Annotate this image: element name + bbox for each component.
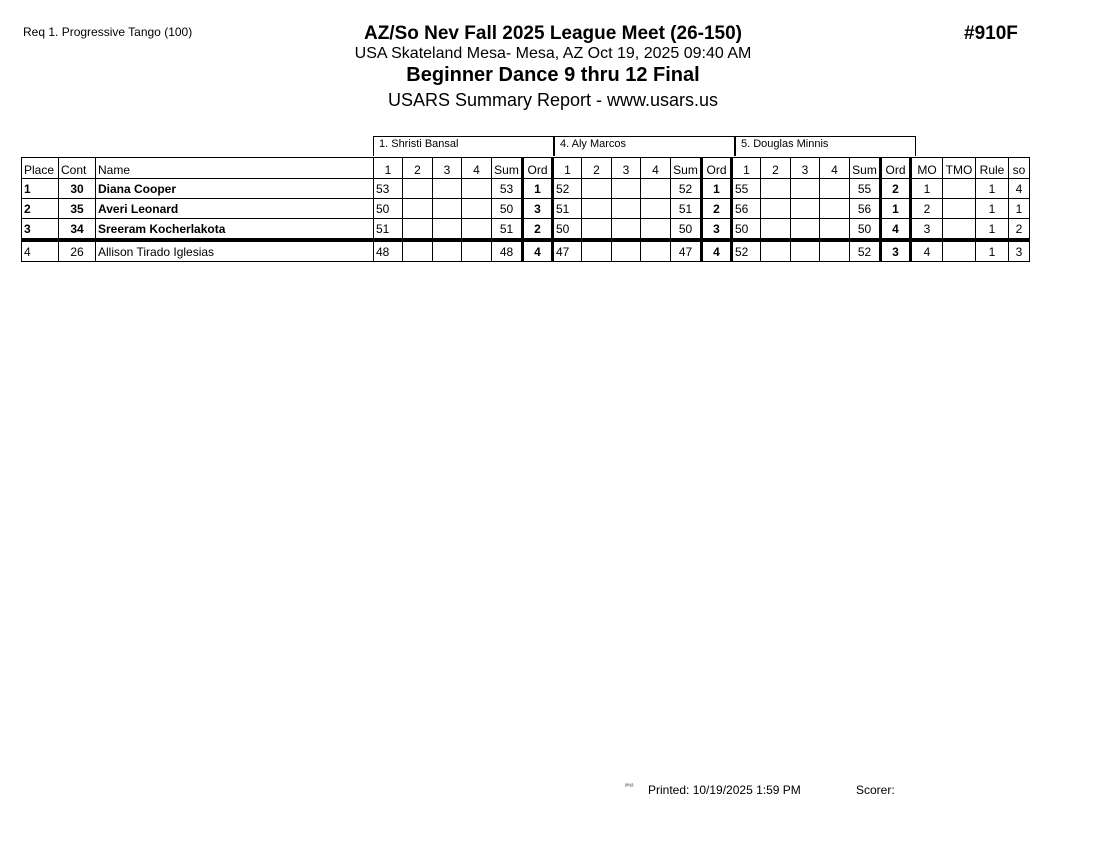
score-1-cell: 51 (553, 199, 582, 219)
meet-location-date: USA Skateland Mesa- Mesa, AZ Oct 19, 2025 09:40 AM (354, 45, 752, 62)
col-place: Place (22, 158, 59, 179)
score-3-cell (612, 199, 641, 219)
skater-name-cell: Diana Cooper (96, 179, 374, 199)
rule-cell: 1 (976, 199, 1009, 219)
skater-name-cell: Allison Tirado Iglesias (96, 240, 374, 262)
requirement-label: Req 1. Progressive Tango (100) (23, 25, 193, 39)
sum-cell: 50 (492, 199, 523, 219)
skater-name-cell: Averi Leonard (96, 199, 374, 219)
score-4-cell (462, 219, 492, 241)
col-j2-ord: Ord (702, 158, 732, 179)
mo-cell: 3 (911, 219, 943, 241)
score-3-cell (791, 179, 820, 199)
place-cell: 2 (22, 199, 59, 219)
so-cell: 1 (1009, 199, 1030, 219)
contestant-number-cell: 26 (59, 240, 96, 262)
score-1-cell: 56 (732, 199, 761, 219)
mo-cell: 1 (911, 179, 943, 199)
score-1-cell: 52 (553, 179, 582, 199)
score-4-cell (820, 179, 850, 199)
score-4-cell (641, 219, 671, 241)
score-3-cell (791, 199, 820, 219)
ordinal-cell: 1 (881, 199, 911, 219)
results-table (21, 157, 1030, 262)
score-2-cell (403, 219, 433, 241)
table-row (22, 240, 1030, 262)
score-2-cell (403, 179, 433, 199)
score-2-cell (761, 219, 791, 241)
ordinal-cell: 3 (523, 199, 553, 219)
score-2-cell (582, 219, 612, 241)
ordinal-cell: 2 (702, 199, 732, 219)
rule-cell: 1 (976, 219, 1009, 241)
score-4-cell (462, 240, 492, 262)
skater-name-cell: Sreeram Kocherlakota (96, 219, 374, 241)
score-1-cell: 52 (732, 240, 761, 262)
col-j1-s1: 1 (374, 158, 403, 179)
ordinal-cell: 2 (523, 219, 553, 241)
score-3-cell (433, 199, 462, 219)
so-cell: 3 (1009, 240, 1030, 262)
tmo-cell (943, 179, 976, 199)
col-j1-s3: 3 (433, 158, 462, 179)
score-3-cell (433, 219, 462, 241)
ordinal-cell: 1 (523, 179, 553, 199)
sum-cell: 51 (492, 219, 523, 241)
score-2-cell (761, 240, 791, 262)
footer-mark: ²⁰¹² (625, 784, 634, 790)
ordinal-cell: 4 (881, 219, 911, 241)
col-j3-s1: 1 (732, 158, 761, 179)
rule-cell: 1 (976, 240, 1009, 262)
score-1-cell: 50 (374, 199, 403, 219)
so-cell: 2 (1009, 219, 1030, 241)
score-4-cell (820, 199, 850, 219)
score-4-cell (641, 240, 671, 262)
col-tmo: TMO (943, 158, 976, 179)
score-2-cell (582, 240, 612, 262)
table-row (22, 179, 1030, 199)
col-j1-sum: Sum (492, 158, 523, 179)
col-j1-ord: Ord (523, 158, 553, 179)
division-title: Beginner Dance 9 thru 12 Final (406, 64, 700, 86)
score-1-cell: 47 (553, 240, 582, 262)
sum-cell: 52 (850, 240, 881, 262)
contestant-number-cell: 35 (59, 199, 96, 219)
col-j3-ord: Ord (881, 158, 911, 179)
score-3-cell (791, 219, 820, 241)
place-cell: 3 (22, 219, 59, 241)
col-j1-s2: 2 (403, 158, 433, 179)
score-1-cell: 53 (374, 179, 403, 199)
sum-cell: 47 (671, 240, 702, 262)
score-2-cell (403, 199, 433, 219)
ordinal-cell: 3 (881, 240, 911, 262)
col-j3-s2: 2 (761, 158, 791, 179)
scorer-label: Scorer: (856, 783, 895, 797)
judge-header-2: 4. Aly Marcos (554, 136, 735, 156)
score-1-cell: 50 (732, 219, 761, 241)
col-j3-s4: 4 (820, 158, 850, 179)
header-row (22, 158, 1030, 179)
score-3-cell (612, 240, 641, 262)
col-rule: Rule (976, 158, 1009, 179)
ordinal-cell: 2 (881, 179, 911, 199)
score-2-cell (582, 179, 612, 199)
ordinal-cell: 4 (523, 240, 553, 262)
place-cell: 1 (22, 179, 59, 199)
so-cell: 4 (1009, 179, 1030, 199)
score-3-cell (612, 219, 641, 241)
table-row (22, 219, 1030, 241)
report-title: USARS Summary Report - www.usars.us (387, 90, 719, 110)
score-2-cell (761, 179, 791, 199)
col-j2-sum: Sum (671, 158, 702, 179)
col-j2-s2: 2 (582, 158, 612, 179)
score-3-cell (433, 240, 462, 262)
contestant-number-cell: 30 (59, 179, 96, 199)
sum-cell: 55 (850, 179, 881, 199)
col-j3-s3: 3 (791, 158, 820, 179)
table-row (22, 199, 1030, 219)
score-4-cell (641, 179, 671, 199)
sum-cell: 52 (671, 179, 702, 199)
printed-timestamp: Printed: 10/19/2025 1:59 PM (648, 783, 801, 797)
sum-cell: 50 (850, 219, 881, 241)
col-j1-s4: 4 (462, 158, 492, 179)
ordinal-cell: 3 (702, 219, 732, 241)
ordinal-cell: 1 (702, 179, 732, 199)
col-j2-s1: 1 (553, 158, 582, 179)
sum-cell: 50 (671, 219, 702, 241)
col-j3-sum: Sum (850, 158, 881, 179)
tmo-cell (943, 240, 976, 262)
event-number: #910F (964, 23, 1018, 44)
col-mo: MO (911, 158, 943, 179)
score-1-cell: 50 (553, 219, 582, 241)
score-4-cell (462, 199, 492, 219)
sum-cell: 48 (492, 240, 523, 262)
mo-cell: 4 (911, 240, 943, 262)
meet-title: AZ/So Nev Fall 2025 League Meet (26-150) (363, 23, 743, 44)
col-cont: Cont (59, 158, 96, 179)
sum-cell: 53 (492, 179, 523, 199)
score-4-cell (462, 179, 492, 199)
score-4-cell (641, 199, 671, 219)
sum-cell: 51 (671, 199, 702, 219)
mo-cell: 2 (911, 199, 943, 219)
score-3-cell (612, 179, 641, 199)
ordinal-cell: 4 (702, 240, 732, 262)
col-so: so (1009, 158, 1030, 179)
score-1-cell: 55 (732, 179, 761, 199)
place-cell: 4 (22, 240, 59, 262)
col-j2-s3: 3 (612, 158, 641, 179)
score-2-cell (582, 199, 612, 219)
score-2-cell (761, 199, 791, 219)
contestant-number-cell: 34 (59, 219, 96, 241)
score-3-cell (433, 179, 462, 199)
tmo-cell (943, 199, 976, 219)
judge-header-3: 5. Douglas Minnis (735, 136, 916, 156)
score-3-cell (791, 240, 820, 262)
score-4-cell (820, 240, 850, 262)
score-1-cell: 48 (374, 240, 403, 262)
rule-cell: 1 (976, 179, 1009, 199)
judge-header-1: 1. Shristi Bansal (373, 136, 554, 156)
col-name: Name (96, 158, 374, 179)
col-j2-s4: 4 (641, 158, 671, 179)
tmo-cell (943, 219, 976, 241)
score-4-cell (820, 219, 850, 241)
sum-cell: 56 (850, 199, 881, 219)
score-1-cell: 51 (374, 219, 403, 241)
score-2-cell (403, 240, 433, 262)
